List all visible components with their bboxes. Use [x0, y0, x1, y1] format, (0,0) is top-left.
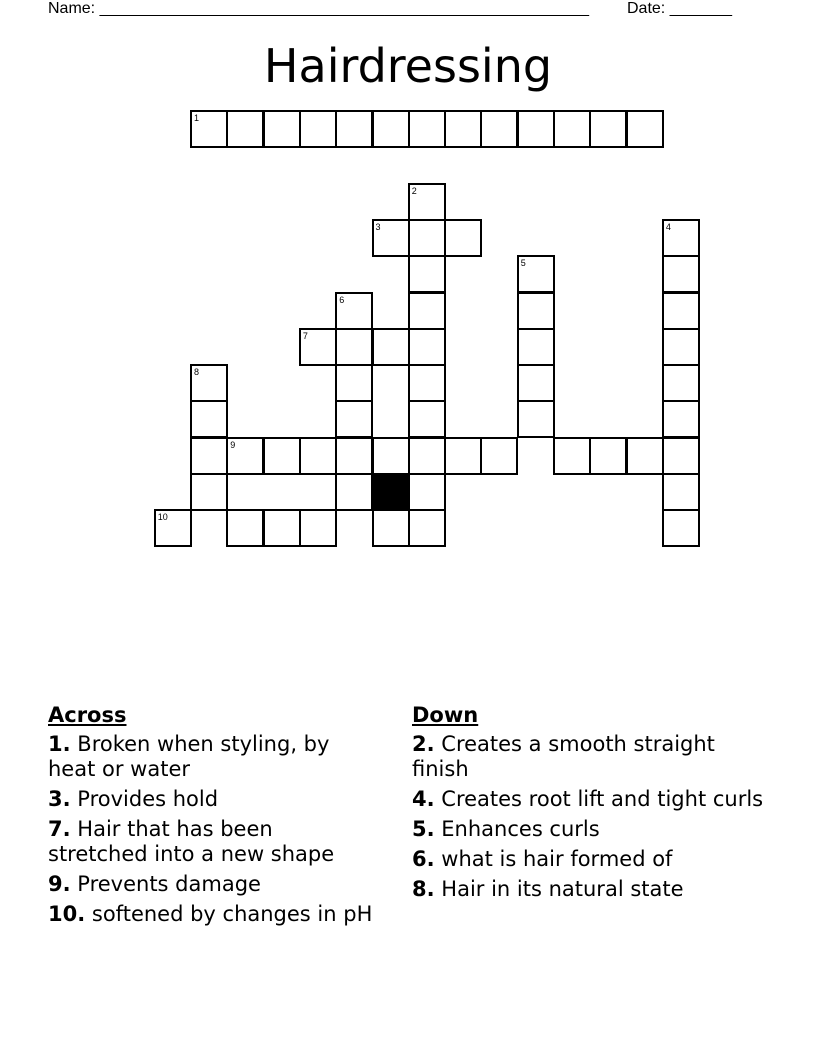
clue-number: 9. — [48, 872, 71, 896]
crossword-cell[interactable] — [335, 400, 373, 438]
clue-down-4 — [412, 787, 772, 812]
clue-down-2 — [412, 732, 772, 782]
crossword-cell[interactable] — [226, 437, 264, 475]
crossword-cell[interactable] — [662, 255, 700, 293]
crossword-cell[interactable] — [190, 364, 228, 402]
clue-number: 4. — [412, 787, 435, 811]
crossword-cell[interactable] — [408, 110, 446, 148]
crossword-cell[interactable] — [662, 473, 700, 511]
clue-number-label: 1 — [194, 113, 200, 123]
crossword-cell[interactable] — [408, 328, 446, 366]
crossword-cell[interactable] — [408, 219, 446, 257]
clue-across-7 — [48, 817, 378, 867]
crossword-cell[interactable] — [662, 509, 700, 547]
crossword-cell[interactable] — [226, 110, 264, 148]
clue-number-label: 4 — [665, 221, 671, 232]
crossword-cell[interactable] — [372, 509, 410, 547]
crossword-cell[interactable] — [626, 437, 664, 475]
clue-text: what is hair formed of — [441, 847, 673, 871]
crossword-cell[interactable] — [553, 437, 591, 475]
crossword-cell[interactable] — [517, 292, 555, 330]
crossword-cell[interactable] — [517, 400, 555, 438]
crossword-cell[interactable] — [408, 364, 446, 402]
crossword-cell[interactable] — [335, 364, 373, 402]
crossword-cell[interactable] — [408, 509, 446, 547]
crossword-cell[interactable] — [444, 219, 482, 257]
across-clues — [48, 703, 378, 932]
clue-number: 10. — [48, 902, 86, 926]
crossword-cell[interactable] — [190, 110, 228, 148]
crossword-cell[interactable] — [589, 437, 627, 475]
clue-across-3 — [48, 787, 378, 812]
clue-number-label: 10 — [157, 512, 168, 523]
clue-text: Creates root lift and tight curls — [441, 787, 764, 811]
crossword-cell[interactable] — [335, 328, 373, 366]
clue-text: Broken when styling, by heat or water — [48, 732, 330, 781]
crossword-cell[interactable] — [335, 292, 373, 330]
crossword-cell[interactable] — [408, 437, 446, 475]
clue-text: Creates a smooth straight finish — [412, 732, 715, 781]
clue-across-1 — [48, 732, 378, 782]
crossword-cell[interactable] — [263, 110, 301, 148]
clue-number-label: 5 — [520, 258, 526, 269]
crossword-cell[interactable] — [662, 292, 700, 330]
crossword-cell[interactable] — [263, 509, 301, 547]
crossword-cell[interactable] — [335, 437, 373, 475]
clue-down-8 — [412, 877, 772, 902]
clue-number-label: 7 — [302, 330, 308, 341]
date-field-label: Date: _______ — [627, 0, 732, 17]
down-clues — [412, 703, 772, 907]
crossword-cell[interactable] — [299, 437, 337, 475]
crossword-cell[interactable] — [662, 219, 700, 257]
clue-number: 3. — [48, 787, 71, 811]
crossword-cell[interactable] — [662, 400, 700, 438]
crossword-cell[interactable] — [190, 400, 228, 438]
crossword-cell[interactable] — [190, 473, 228, 511]
clue-text: Prevents damage — [77, 872, 261, 896]
crossword-cell[interactable] — [408, 473, 446, 511]
clue-text: Hair in its natural state — [441, 877, 684, 901]
crossword-cell[interactable] — [480, 110, 518, 148]
crossword-cell[interactable] — [263, 437, 301, 475]
crossword-cell[interactable] — [154, 509, 192, 547]
crossword-cell[interactable] — [553, 110, 591, 148]
crossword-cell[interactable] — [517, 255, 555, 293]
crossword-cell[interactable] — [408, 183, 446, 221]
clue-text: Provides hold — [77, 787, 219, 811]
crossword-cell[interactable] — [517, 328, 555, 366]
crossword-cell[interactable] — [190, 437, 228, 475]
clue-number: 2. — [412, 732, 435, 756]
crossword-block — [372, 473, 410, 511]
crossword-cell[interactable] — [662, 364, 700, 402]
crossword-cell[interactable] — [372, 110, 410, 148]
clue-number: 6. — [412, 847, 435, 871]
clue-number-label: 6 — [339, 294, 345, 305]
crossword-cell[interactable] — [226, 509, 264, 547]
clue-number: 1. — [48, 732, 71, 756]
crossword-cell[interactable] — [372, 437, 410, 475]
crossword-cell[interactable] — [299, 328, 337, 366]
clue-text: Hair that has been stretched into a new shape — [48, 817, 335, 866]
crossword-cell[interactable] — [372, 328, 410, 366]
clue-across-9 — [48, 872, 378, 897]
clue-text: Enhances curls — [441, 817, 600, 841]
clue-number: 5. — [412, 817, 435, 841]
crossword-cell[interactable] — [335, 473, 373, 511]
crossword-cell[interactable] — [444, 437, 482, 475]
clue-down-6 — [412, 847, 772, 872]
clue-number: 8. — [412, 877, 435, 901]
clue-across-10 — [48, 902, 378, 927]
crossword-cell[interactable] — [480, 437, 518, 475]
across-heading: Across — [48, 703, 127, 727]
crossword-cell[interactable] — [517, 364, 555, 402]
clue-number-label: 3 — [375, 221, 381, 232]
crossword-cell[interactable] — [299, 110, 337, 148]
crossword-cell[interactable] — [408, 255, 446, 293]
name-field-label: Name: _______________________________________________________ — [48, 0, 589, 17]
clue-number: 7. — [48, 817, 71, 841]
crossword-cell[interactable] — [626, 110, 664, 148]
down-heading: Down — [412, 703, 479, 727]
clue-down-5 — [412, 817, 772, 842]
crossword-cell[interactable] — [299, 509, 337, 547]
clue-number-label: 2 — [411, 185, 417, 196]
crossword-cell[interactable] — [335, 110, 373, 148]
puzzle-title: Hairdressing — [263, 39, 553, 93]
clue-text: softened by changes in pH — [91, 902, 373, 926]
clue-number-label: 9 — [230, 439, 236, 450]
crossword-cell[interactable] — [662, 328, 700, 366]
crossword-cell[interactable] — [589, 110, 627, 148]
clue-number-label: 8 — [194, 367, 200, 378]
crossword-cell[interactable] — [517, 110, 555, 148]
crossword-cell[interactable] — [444, 110, 482, 148]
crossword-cell[interactable] — [408, 400, 446, 438]
crossword-cell[interactable] — [372, 219, 410, 257]
crossword-cell[interactable] — [408, 292, 446, 330]
crossword-cell[interactable] — [662, 437, 700, 475]
